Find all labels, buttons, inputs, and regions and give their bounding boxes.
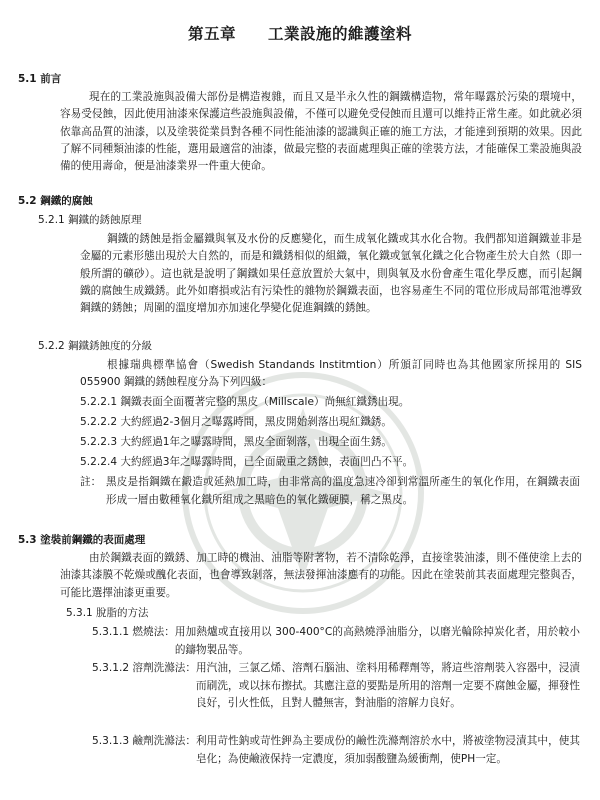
section-heading-5-3: 5.3 塗裝前鋼鐵的表面處理 [18,534,146,546]
section-5-2-1-paragraph: 鋼鐵的銹蝕是指金屬鐵與氧及水份的反應變化，而生成氧化鐵或其水化合物。我們都知道鋼鐵並非是金屬的元素形態出現於大自然的，而是和鐵銹相似的組織，氧化鐵或氫氧化鐵之化合物產生於大自然（即一般所謂的礦砂）。這也就是說明了鋼鐵如果任意放置於大氣中，則與氧及水份會產生電化學反應，而引起鋼鐵的腐蝕生成鐵銹。此外如磨損或沾有污染性的雜物於鋼鐵表面，也容易產生不同的電位形成局部電池導致鋼鐵的銹蝕；周圍的溫度增加亦加速化學變化促進鋼鐵的銹蝕。 [80,233,582,315]
section-5-3-paragraph: 由於鋼鐵表面的鐵銹、加工時的機油、油脂等附著物，若不清除乾淨，直接塗裝油漆，則不僅使塗上去的油漆其漆膜不乾燥或醜化表面，也會導致剝落，無法發揮油漆應有的功能。因此在塗裝前其表面處理完整與否，可能比選擇油漆更重要。 [60,552,582,599]
note-label: 註： [80,476,102,488]
method-text: 用汽油，三氯乙烯、溶劑石腦油、塗料用稀釋劑等，將這些溶劑裝入容器中，浸漬而刷洗，或以抹布擦拭。其應注意的要點是所用的溶劑一定要不腐蝕金屬，揮發性良好，引火性低，且對人體無害，對油脂的溶解力良好。 [196,662,580,710]
grade-item: 5.2.2.3 大約經過1年之曝露時間，黑皮全面剝落，出現全面生銹。 [80,436,393,448]
grade-item: 5.2.2.2 大約經過2-3個月之曝露時間，黑皮開始剝落出現紅鐵銹。 [80,416,392,428]
method-label: 5.3.1.1 燃燒法： [92,626,175,638]
section-heading-5-3-1: 5.3.1 脫脂的方法 [66,607,149,619]
method-definition [92,660,580,713]
method-definition [92,624,580,659]
chapter-title: 第五章 工業設施的維護塗料 [187,25,412,43]
grade-item: 5.2.2.4 大約經過3年之曝露時間，已全面嚴重之銹蝕，表面凹凸不平。 [80,456,414,468]
method-definition [92,733,580,768]
method-label: 5.3.1.2 溶劑洗滌法： [92,662,196,674]
note-text: 黑皮是指鋼鐵在鍛造或延熱加工時，由非常高的溫度急速冷卻到常溫所產生的氧化作用，在鋼鐵表面形成一層由數種氧化鐵所組成之黑暗色的氧化鐵硬膜，稱之黑皮。 [106,476,580,506]
section-heading-5-1: 5.1 前言 [18,73,62,85]
method-text: 利用苛性鈉或苛性鉀為主要成份的鹼性洗滌劑溶於水中，將被塗物浸漬其中，使其皂化；為使鹼液保持一定濃度，須加弱酸鹽為緩衝劑，使PH一定。 [196,735,580,765]
method-text: 用加熱爐或直接用以 300-400°C的高熱燒淨油脂分，以磨光輪除掉炭化者，用於較小的鑄物製品等。 [174,626,580,656]
method-label: 5.3.1.3 鹼劑洗滌法： [92,735,196,747]
section-heading-5-2-1: 5.2.1 鋼鐵的銹蝕原理 [38,214,142,226]
section-heading-5-2-2: 5.2.2 鋼鐵銹蝕度的分級 [38,340,153,352]
grade-item: 5.2.2.1 鋼鐵表面全面覆著完整的黑皮（Millscale）尚無紅鐵銹出現。 [80,396,410,408]
note-block [80,474,580,509]
section-5-1-paragraph: 現在的工業設施與設備大部份是構造複雜，而且又是半永久性的鋼鐵構造物，常年曝露於污染的環境中，容易受侵蝕，因此使用油漆來保護這些設施與設備，不僅可以避免受侵蝕而且還可以維持正常生產。如此就必須依靠高品質的油漆，以及塗裝從業員對各種不同性能油漆的認識與正確的施工方法，才能達到預期的效果。因此了解不同種類油漆的性能，選用最適當的油漆，做最完整的表面處理與正確的塗裝方法，才能確保工業設施與設備的使用壽命，便是油漆業界一件重大使命。 [60,91,582,173]
section-heading-5-2: 5.2 鋼鐵的腐蝕 [18,195,93,207]
section-5-2-2-paragraph: 根據瑞典標準協會（Swedish Standands Institmtion）所頒訂同時也為其他國家所採用的 SIS 055900 鋼鐵的銹蝕程度分為下列四級： [80,359,582,389]
